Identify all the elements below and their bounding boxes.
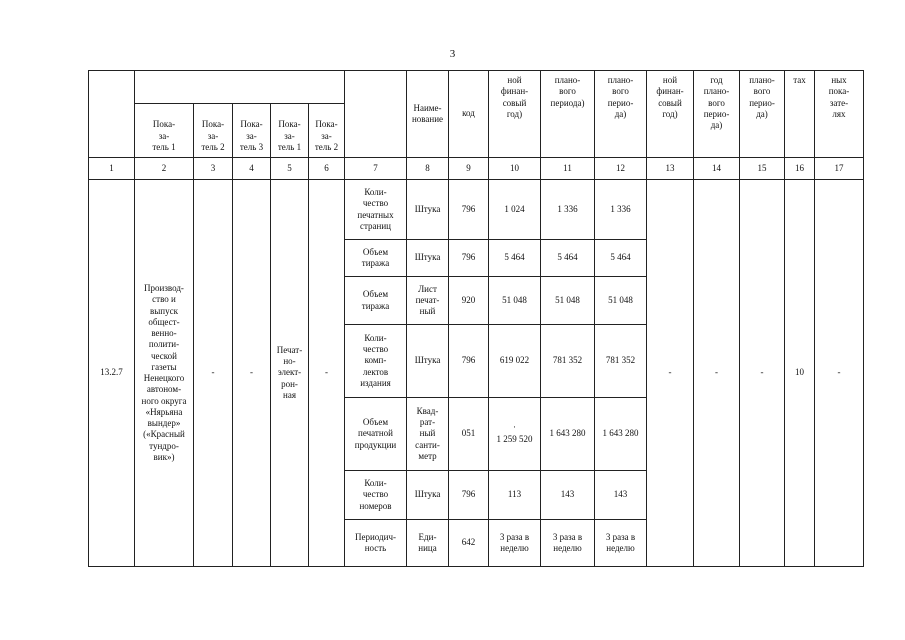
indicator-value-current-year: 113 — [489, 471, 541, 520]
indicator-value-current-year: 3 раза в неделю — [489, 520, 541, 567]
header-content-indicator-3: Пока- за- тель 3 — [233, 104, 271, 158]
indicator-name: Периодич- ность — [345, 520, 407, 567]
value-text: 1 259 520 — [496, 433, 533, 444]
indicator-value-plan-year-2: 5 464 — [595, 240, 647, 277]
service-col6: - — [309, 180, 345, 567]
indicator-name: Коли- чество комп- лектов издания — [345, 325, 407, 398]
indicator-unit: Штука — [407, 471, 449, 520]
indicator-name: Объем печатной продукции — [345, 398, 407, 471]
indicator-name: Объем тиража — [345, 277, 407, 325]
column-number-6: 6 — [309, 158, 345, 180]
column-number-8: 8 — [407, 158, 449, 180]
column-number-10: 10 — [489, 158, 541, 180]
service-form: Печат- но- элект- рон- ная — [271, 180, 309, 567]
indicator-unit-code: 796 — [449, 471, 489, 520]
indicator-unit-code: 796 — [449, 180, 489, 240]
indicator-value-current-year: 51 048 — [489, 277, 541, 325]
header-name: Наиме- нование — [407, 71, 449, 158]
header-code: код — [449, 71, 489, 158]
indicator-value-plan-year-1: 1 643 280 — [541, 398, 595, 471]
indicator-row — [89, 180, 864, 240]
indicator-value-plan-year-1: 781 352 — [541, 325, 595, 398]
indicator-value-current-year: 619 022 — [489, 325, 541, 398]
indicator-unit-code: 051 — [449, 398, 489, 471]
column-number-14: 14 — [694, 158, 740, 180]
indicator-unit-code: 642 — [449, 520, 489, 567]
column-number-17: 17 — [815, 158, 864, 180]
header-col1 — [89, 71, 135, 158]
header-col7 — [345, 71, 407, 158]
indicator-value-plan-year-2: 3 раза в неделю — [595, 520, 647, 567]
header-col11: плано- вого периода) — [541, 71, 595, 158]
indicator-value-plan-year-2: 1 336 — [595, 180, 647, 240]
column-number-5: 5 — [271, 158, 309, 180]
indicator-unit-code: 920 — [449, 277, 489, 325]
indicator-name: Коли- чество номеров — [345, 471, 407, 520]
indicator-unit: Штука — [407, 325, 449, 398]
indicator-value-plan-year-1: 143 — [541, 471, 595, 520]
header-col10: ной финан- совый год) — [489, 71, 541, 158]
service-indicators-table — [88, 70, 864, 567]
column-number-7: 7 — [345, 158, 407, 180]
indicator-name: Коли- чество печатных страниц — [345, 180, 407, 240]
indicator-value-plan-year-1: 3 раза в неделю — [541, 520, 595, 567]
service-col4: - — [233, 180, 271, 567]
indicator-unit: Штука — [407, 240, 449, 277]
column-number-15: 15 — [740, 158, 785, 180]
indicator-value-plan-year-2: 1 643 280 — [595, 398, 647, 471]
column-number-2: 2 — [135, 158, 194, 180]
service-col17: - — [815, 180, 864, 567]
column-number-11: 11 — [541, 158, 595, 180]
header-col17: ных пока- зате- лях — [815, 71, 864, 158]
indicator-unit-code: 796 — [449, 240, 489, 277]
column-number-4: 4 — [233, 158, 271, 180]
indicator-unit: Еди- ница — [407, 520, 449, 567]
header-col15: плано- вого перио- да) — [740, 71, 785, 158]
header-content-indicator-1: Пока- за- тель 1 — [135, 104, 194, 158]
header-col14: год плано- вого перио- да) — [694, 71, 740, 158]
column-number-9: 9 — [449, 158, 489, 180]
column-number-1: 1 — [89, 158, 135, 180]
indicator-value-plan-year-2: 143 — [595, 471, 647, 520]
header-content-indicator-2: Пока- за- тель 2 — [194, 104, 233, 158]
header-col13: ной финан- совый год) — [647, 71, 694, 158]
indicator-unit-code: 796 — [449, 325, 489, 398]
header-col16: тах — [785, 71, 815, 158]
indicator-value-current-year — [489, 398, 541, 471]
value-mark: · — [513, 421, 516, 432]
indicator-unit: Квад- рат- ный санти- метр — [407, 398, 449, 471]
indicator-unit: Лист печат- ный — [407, 277, 449, 325]
indicator-value-plan-year-2: 51 048 — [595, 277, 647, 325]
header-top-row — [89, 71, 864, 104]
indicator-value-plan-year-1: 51 048 — [541, 277, 595, 325]
indicator-value-plan-year-1: 1 336 — [541, 180, 595, 240]
column-number-13: 13 — [647, 158, 694, 180]
indicator-value-current-year: 5 464 — [489, 240, 541, 277]
header-col12: плано- вого перио- да) — [595, 71, 647, 158]
column-numbers-row — [89, 158, 864, 180]
service-col3: - — [194, 180, 233, 567]
service-col16: 10 — [785, 180, 815, 567]
service-code: 13.2.7 — [89, 180, 135, 567]
indicator-unit: Штука — [407, 180, 449, 240]
indicator-value-current-year: 1 024 — [489, 180, 541, 240]
service-col14: - — [694, 180, 740, 567]
header-form-indicator-1: Пока- за- тель 1 — [271, 104, 309, 158]
service-name: Производ- ство и выпуск общест- венно- полити- ческой газеты Ненецкого автоном- ного округа «Нярьяна вындер» («Красный тундро- вик») — [135, 180, 194, 567]
column-number-16: 16 — [785, 158, 815, 180]
indicator-value-plan-year-1: 5 464 — [541, 240, 595, 277]
indicator-value-plan-year-2: 781 352 — [595, 325, 647, 398]
service-col13: - — [647, 180, 694, 567]
column-number-12: 12 — [595, 158, 647, 180]
header-form-indicator-2: Пока- за- тель 2 — [309, 104, 345, 158]
column-number-3: 3 — [194, 158, 233, 180]
header-indicators-group — [135, 71, 345, 104]
service-col15: - — [740, 180, 785, 567]
indicator-name: Объем тиража — [345, 240, 407, 277]
page-number: 3 — [449, 48, 456, 60]
